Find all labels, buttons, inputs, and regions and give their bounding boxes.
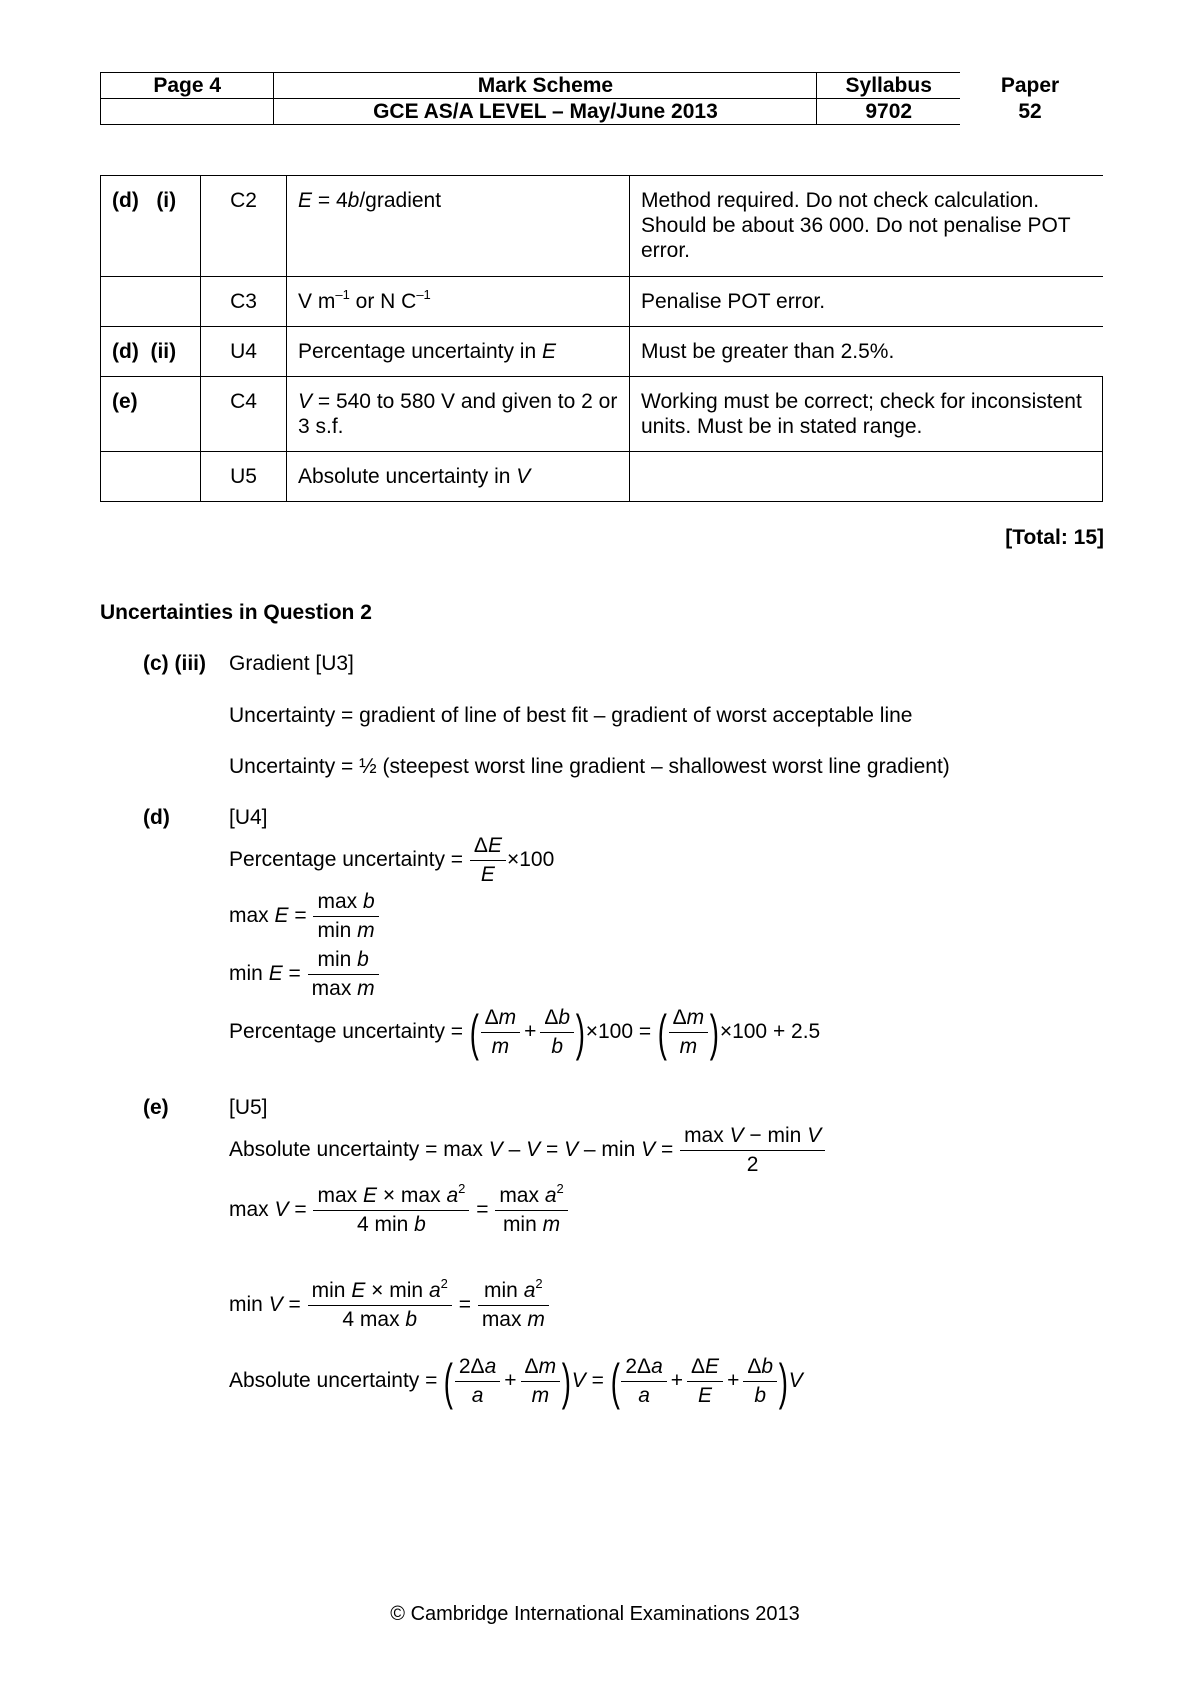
notes-cell: Working must be correct; check for inconsistent units. Must be in stated range. — [630, 377, 1103, 452]
fraction: $\frac{\max E \times \max a^2}{\text{4 min b}}$ — [315, 1182, 467, 1239]
answer-cell — [287, 327, 630, 377]
answer-italic: V — [298, 390, 313, 413]
paper-label: Paper — [1000, 74, 1060, 97]
answer-cell — [287, 377, 630, 452]
d-label: (d) — [143, 806, 170, 829]
table-row — [101, 377, 1103, 452]
unit-text: V m — [298, 290, 336, 313]
syllabus-label: Syllabus — [817, 73, 960, 99]
answer-italic: V — [516, 465, 531, 488]
question-cell — [101, 277, 201, 327]
d-percentage-eq — [229, 832, 554, 889]
eq-text: Percentage uncertainty = — [229, 848, 469, 872]
e-tag: [U5] — [229, 1096, 268, 1119]
answer-text: = 4 — [312, 189, 348, 212]
table-row — [101, 277, 1103, 327]
eq-text: Absolute uncertainty = — [229, 1369, 444, 1393]
answer-cell — [287, 277, 630, 327]
e-max-v-eq: max V = $\frac{\max E \times \max a^2}{\text{4 min b}}$ = $\frac{\max a^2}{\text{min m}}$ — [229, 1182, 569, 1239]
question-cell: (e) — [101, 377, 201, 452]
notes-cell: Penalise POT error. — [630, 277, 1103, 327]
mark-cell: U4 — [201, 327, 287, 377]
header-table — [100, 72, 960, 125]
fraction: $\frac{\min E \times \min a^2}{\text{4 max b}}$ — [310, 1277, 450, 1334]
eq-text: ×100 — [506, 848, 555, 872]
eq-text: Percentage uncertainty = — [229, 1020, 469, 1044]
paper-info — [985, 73, 1075, 125]
syllabus-code: 9702 — [817, 99, 960, 125]
fraction: $\frac{\Delta E}{E}$ — [472, 832, 504, 889]
fraction: $\frac{\max a^2}{\text{min m}}$ — [497, 1182, 565, 1239]
doc-subtitle: GCE AS/A LEVEL – May/June 2013 — [274, 99, 817, 125]
answer-cell — [287, 176, 630, 277]
answer-text: = 540 to 580 V and given to 2 or 3 s.f. — [298, 390, 618, 438]
fraction: $\frac{\text{max b}}{\text{min m}}$ — [315, 888, 376, 945]
section-title: Uncertainties in Question 2 — [100, 601, 372, 624]
e-label: (e) — [143, 1096, 169, 1119]
answer-text: /gradient — [359, 189, 442, 212]
table-row — [101, 176, 1103, 277]
table-row — [101, 327, 1103, 377]
fraction: $\frac{\text{max V − min V}}{2}$ — [682, 1122, 823, 1179]
eq-text: Absolute uncertainty = max — [229, 1138, 489, 1162]
footer-copyright: © Cambridge International Examinations 2013 — [390, 1603, 800, 1625]
c-iii-line1: Gradient [U3] — [229, 652, 354, 675]
paper-number: 52 — [1018, 100, 1042, 123]
fraction: $\frac{\min a^2}{\text{max m}}$ — [480, 1277, 547, 1334]
answer-italic: E — [541, 340, 556, 363]
answer-text: Percentage uncertainty in — [298, 340, 542, 363]
c-iii-line3: Uncertainty = ½ (steepest worst line gradient – shallowest worst line gradient) — [229, 755, 950, 778]
e-min-v-eq: min V = $\frac{\min E \times \min a^2}{\text{4 max b}}$ = $\frac{\min a^2}{\text{max m}}$ — [229, 1277, 550, 1334]
table-row — [101, 452, 1103, 502]
question-cell: (d) (ii) — [101, 327, 201, 377]
eq-text: min — [229, 962, 269, 986]
answer-italic: E — [298, 189, 313, 212]
notes-cell: Method required. Do not check calculation. Should be about 36 000. Do not penalise POT error. — [630, 176, 1103, 277]
d-percentage-full-eq: Percentage uncertainty = ( $\frac{\Delta m}{m}$ + $\frac{\Delta b}{b}$ )×100 = ( $\frac{\Delta m}{m}$ )×100 + 2.5 — [229, 1004, 821, 1061]
unit-sup: –1 — [335, 287, 350, 302]
eq-text: ×100 + 2.5 — [719, 1020, 821, 1044]
c-iii-line2: Uncertainty = gradient of line of best fit – gradient of worst acceptable line — [229, 704, 913, 727]
e-absolute-final-eq: Absolute uncertainty = ( $\frac{2\Delta a}{a}$ + $\frac{\Delta m}{m}$ )V = ( $\frac{2\Delta a}{a}$ + $\frac{\Delta E}{E}$ + $\frac{\Delta b}{b}$ )V — [229, 1353, 803, 1410]
doc-title: Mark Scheme — [274, 73, 817, 99]
unit-sup: –1 — [416, 287, 431, 302]
question-cell — [101, 452, 201, 502]
d-max-e-eq: max E = $\frac{\text{max b}}{\text{min m}}$ — [229, 888, 380, 945]
answer-text: Absolute uncertainty in — [298, 465, 517, 488]
eq-text: max — [229, 904, 275, 928]
mark-cell: C3 — [201, 277, 287, 327]
notes-cell: Must be greater than 2.5%. — [630, 327, 1103, 377]
c-iii-label: (c) (iii) — [143, 652, 206, 675]
answer-cell — [287, 452, 630, 502]
question-cell: (d) (i) — [101, 176, 201, 277]
fraction: $\frac{\text{min b}}{\text{max m}}$ — [310, 946, 377, 1003]
mark-cell: C2 — [201, 176, 287, 277]
notes-cell — [630, 452, 1103, 502]
page-blank — [101, 99, 274, 125]
page-number: Page 4 — [101, 73, 274, 99]
answer-italic: b — [347, 189, 360, 212]
d-tag: [U4] — [229, 806, 268, 829]
mark-cell: C4 — [201, 377, 287, 452]
mark-scheme-table — [100, 175, 1103, 502]
mark-cell: U5 — [201, 452, 287, 502]
d-min-e-eq: min E = $\frac{\text{min b}}{\text{max m}}$ — [229, 946, 380, 1003]
unit-text: or N C — [349, 290, 417, 313]
total-marks: [Total: 15] — [1005, 526, 1104, 549]
e-absolute-eq: Absolute uncertainty = max V – V = V – min V = $\frac{\text{max V − min V}}{2}$ — [229, 1122, 826, 1179]
